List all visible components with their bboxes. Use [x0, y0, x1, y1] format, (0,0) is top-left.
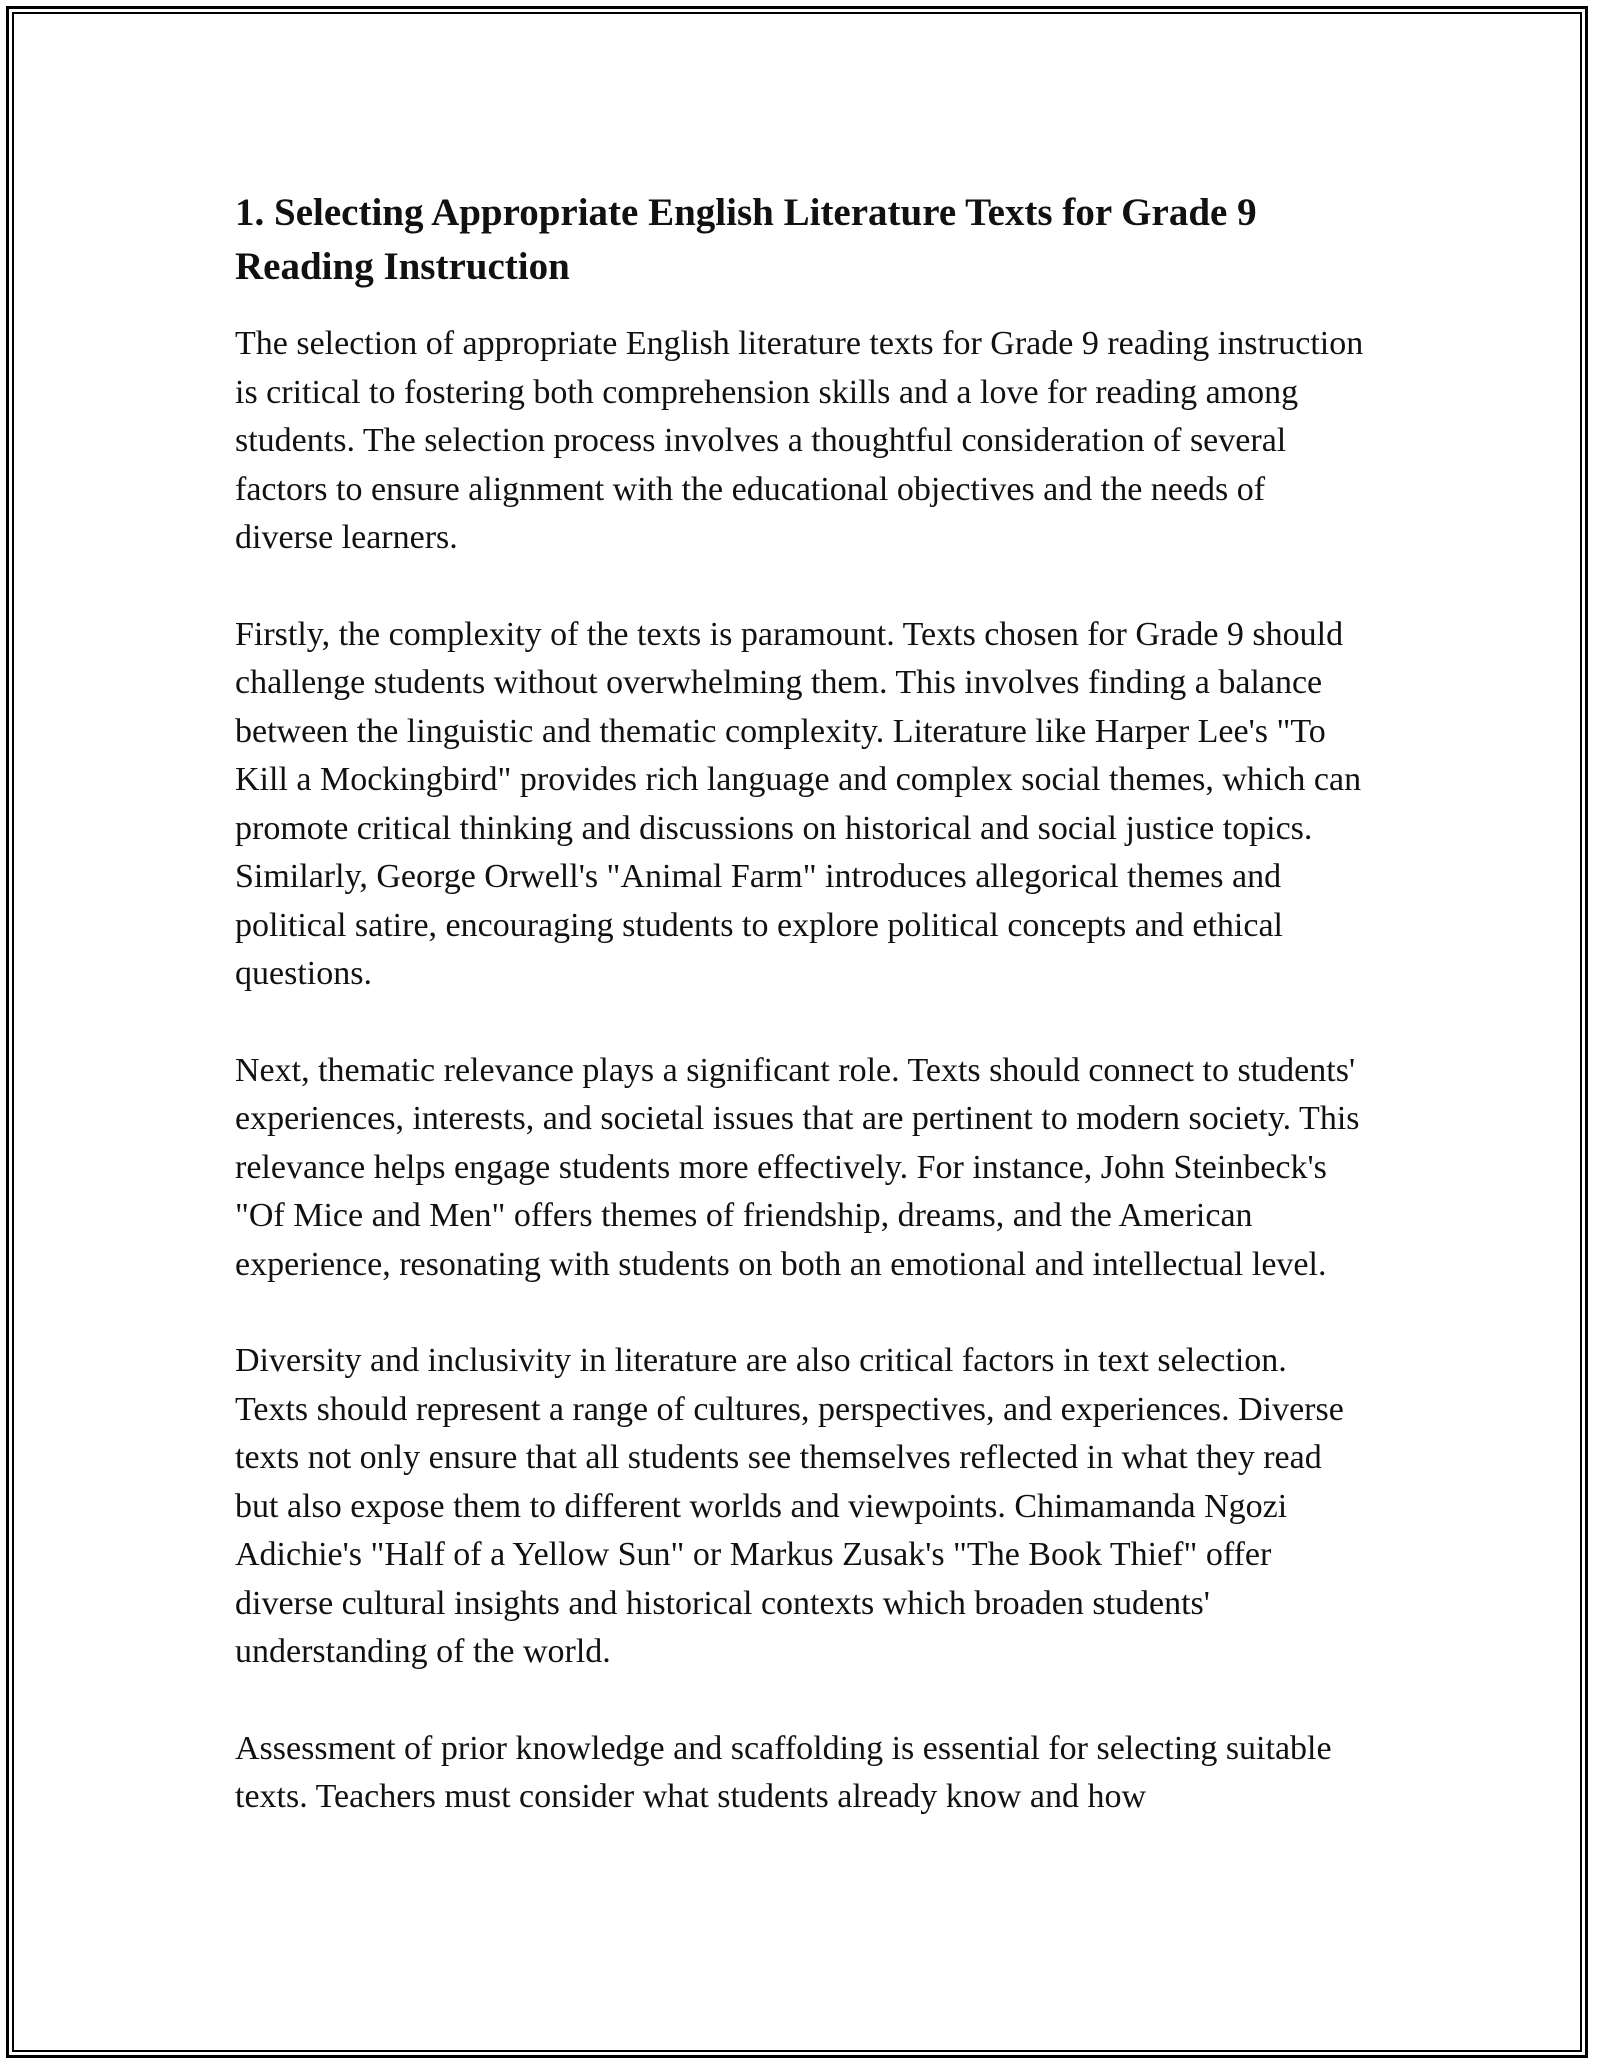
paragraph-diversity: Diversity and inclusivity in literature are also critical factors in text selection. Texts should represent a range of cultures, perspectives, and experiences. Diverse texts not only ensure that all students see themselves reflected in what they read but also expose them to different worlds and viewpoints. Chimamanda Ngozi Adichie's "Half of a Yellow Sun" or Markus Zusak's "The Book Thief" offer diverse cultural insights and historical contexts which broaden students' understanding of the world. [235, 1342, 1344, 1670]
paragraph-intro: The selection of appropriate English literature texts for Grade 9 reading instruction is critical to fostering both comprehension skills and a love for reading among students. The selection process involves a thoughtful consideration of several factors to ensure alignment with the educational objectives and the needs of diverse learners. [235, 325, 1364, 556]
paragraph-thematic-relevance: Next, thematic relevance plays a significant role. Texts should connect to students' experiences, interests, and societal issues that are pertinent to modern society. This relevance helps engage students more effectively. For instance, John Steinbeck's "Of Mice and Men" offers themes of friendship, dreams, and the American experience, resonating with students on both an emotional and intellectual level. [235, 1051, 1360, 1283]
paragraph-complexity: Firstly, the complexity of the texts is paramount. Texts chosen for Grade 9 should challenge students without overwhelming them. This involves finding a balance between the linguistic and thematic complexity. Literature like Harper Lee's "To Kill a Mockingbird" provides rich language and complex social themes, which can promote critical thinking and discussions on historical and social justice topics. Similarly, George Orwell's "Animal Farm" introduces allegorical themes and political satire, encouraging students to explore political concepts and ethical questions. [235, 615, 1362, 992]
document-body [235, 186, 1365, 1870]
paragraph-prior-knowledge: Assessment of prior knowledge and scaffolding is essential for selecting suitable texts. Teachers must consider what students already know and how [235, 1729, 1332, 1815]
section-heading: 1. Selecting Appropriate English Literature Texts for Grade 9 Reading Instruction [235, 191, 1257, 288]
